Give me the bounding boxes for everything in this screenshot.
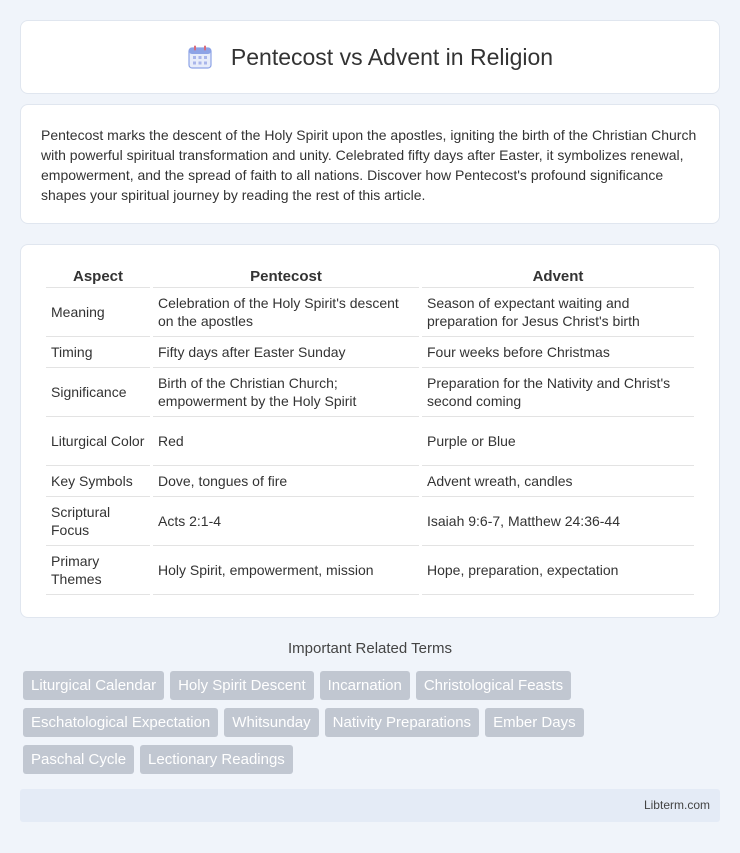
column-header-pentecost: Pentecost	[153, 265, 419, 288]
table-row	[46, 466, 694, 497]
column-header-advent: Advent	[422, 265, 694, 288]
table-cell: Advent wreath, candles	[422, 466, 694, 497]
intro-card	[20, 104, 720, 224]
term-tag-whitsunday[interactable]: Whitsunday	[224, 708, 318, 737]
intro-text: Pentecost marks the descent of the Holy Spirit upon the apostles, igniting the birth of the Christian Church with powerful spiritual transformation and unity. Celebrated fifty days after Easter, it symbolizes renewal, empowerment, and the spread of faith to all nations. Discover how Pentecost's profound significance shapes your spiritual journey by reading the rest of this article.	[41, 127, 697, 203]
table-cell: Liturgical Color	[46, 417, 150, 466]
table-cell: Primary Themes	[46, 546, 150, 595]
calendar-icon	[187, 44, 213, 70]
term-tag-lectionary-readings[interactable]: Lectionary Readings	[140, 745, 293, 774]
table-cell: Red	[153, 417, 419, 466]
term-tag-nativity-preparations[interactable]: Nativity Preparations	[325, 708, 479, 737]
footer-site-link[interactable]: Libterm.com	[643, 798, 710, 812]
table-cell: Purple or Blue	[422, 417, 694, 466]
table-row	[46, 368, 694, 417]
table-cell: Celebration of the Holy Spirit's descent on the apostles	[153, 288, 419, 337]
term-tag-liturgical-calendar[interactable]: Liturgical Calendar	[23, 671, 164, 700]
table-header-row	[46, 265, 694, 288]
comparison-table	[43, 265, 697, 595]
table-row	[46, 417, 694, 466]
table-cell: Fifty days after Easter Sunday	[153, 337, 419, 368]
term-tag-eschatological-expectation[interactable]: Eschatological Expectation	[23, 708, 218, 737]
term-tag-paschal-cycle[interactable]: Paschal Cycle	[23, 745, 134, 774]
table-cell: Dove, tongues of fire	[153, 466, 419, 497]
header-card	[20, 20, 720, 94]
table-cell: Four weeks before Christmas	[422, 337, 694, 368]
table-row	[46, 337, 694, 368]
term-tag-incarnation[interactable]: Incarnation	[320, 671, 410, 700]
term-tag-holy-spirit-descent[interactable]: Holy Spirit Descent	[170, 671, 314, 700]
column-header-aspect: Aspect	[46, 265, 150, 288]
term-tag-ember-days[interactable]: Ember Days	[485, 708, 584, 737]
table-cell: Key Symbols	[46, 466, 150, 497]
term-tag-christological-feasts[interactable]: Christological Feasts	[416, 671, 571, 700]
table-cell: Holy Spirit, empowerment, mission	[153, 546, 419, 595]
table-cell: Acts 2:1-4	[153, 497, 419, 546]
table-cell: Significance	[46, 368, 150, 417]
table-row	[46, 546, 694, 595]
footer-bar	[20, 789, 720, 822]
table-row	[46, 497, 694, 546]
table-cell: Hope, preparation, expectation	[422, 546, 694, 595]
table-cell: Birth of the Christian Church; empowerment by the Holy Spirit	[153, 368, 419, 417]
table-cell: Meaning	[46, 288, 150, 337]
table-cell: Preparation for the Nativity and Christ's second coming	[422, 368, 694, 417]
table-cell: Isaiah 9:6-7, Matthew 24:36-44	[422, 497, 694, 546]
related-terms-list	[23, 671, 723, 782]
table-cell: Scriptural Focus	[46, 497, 150, 546]
related-terms-heading: Important Related Terms	[288, 640, 452, 657]
table-cell: Timing	[46, 337, 150, 368]
table-row	[46, 288, 694, 337]
page-title: Pentecost vs Advent in Religion	[230, 43, 554, 70]
comparison-table-card	[20, 244, 720, 618]
table-cell: Season of expectant waiting and preparation for Jesus Christ's birth	[422, 288, 694, 337]
